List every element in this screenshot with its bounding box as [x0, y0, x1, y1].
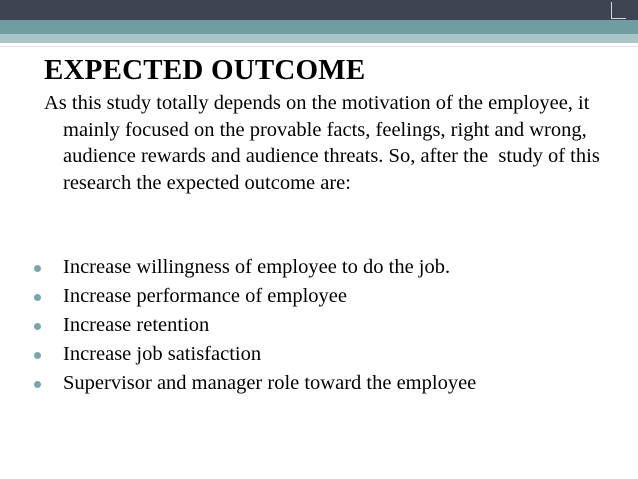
- bullet-dot-icon: [34, 294, 41, 301]
- corner-decoration: [611, 2, 626, 19]
- header-teal-stripe: [0, 20, 638, 34]
- bullet-text: Supervisor and manager role toward the employee: [63, 372, 477, 394]
- header-light-stripe: [0, 34, 638, 43]
- bullet-list: [34, 253, 624, 398]
- slide-title: EXPECTED OUTCOME: [44, 54, 366, 86]
- bullet-text: Increase performance of employee: [63, 285, 347, 307]
- list-item: [34, 311, 624, 340]
- list-item: [34, 369, 624, 398]
- header-band: [0, 0, 638, 46]
- bullet-dot-icon: [34, 381, 41, 388]
- header-dark-stripe: [0, 0, 638, 20]
- bullet-text: Increase job satisfaction: [63, 343, 262, 365]
- bullet-dot-icon: [34, 352, 41, 359]
- bullet-dot-icon: [34, 323, 41, 330]
- bullet-text: Increase willingness of employee to do the job.: [63, 256, 451, 278]
- intro-paragraph: As this study totally depends on the motivation of the employee, it mainly focused on the provable facts, feelings, right and wrong, audience rewards and audience threats. So, after the study of this research the expected outcome are:: [44, 92, 605, 194]
- list-item: [34, 340, 624, 369]
- bullet-text: Increase retention: [63, 314, 210, 336]
- list-item: [34, 282, 624, 311]
- header-thin-line: [0, 46, 638, 47]
- list-item: [34, 253, 624, 282]
- bullet-dot-icon: [34, 265, 41, 272]
